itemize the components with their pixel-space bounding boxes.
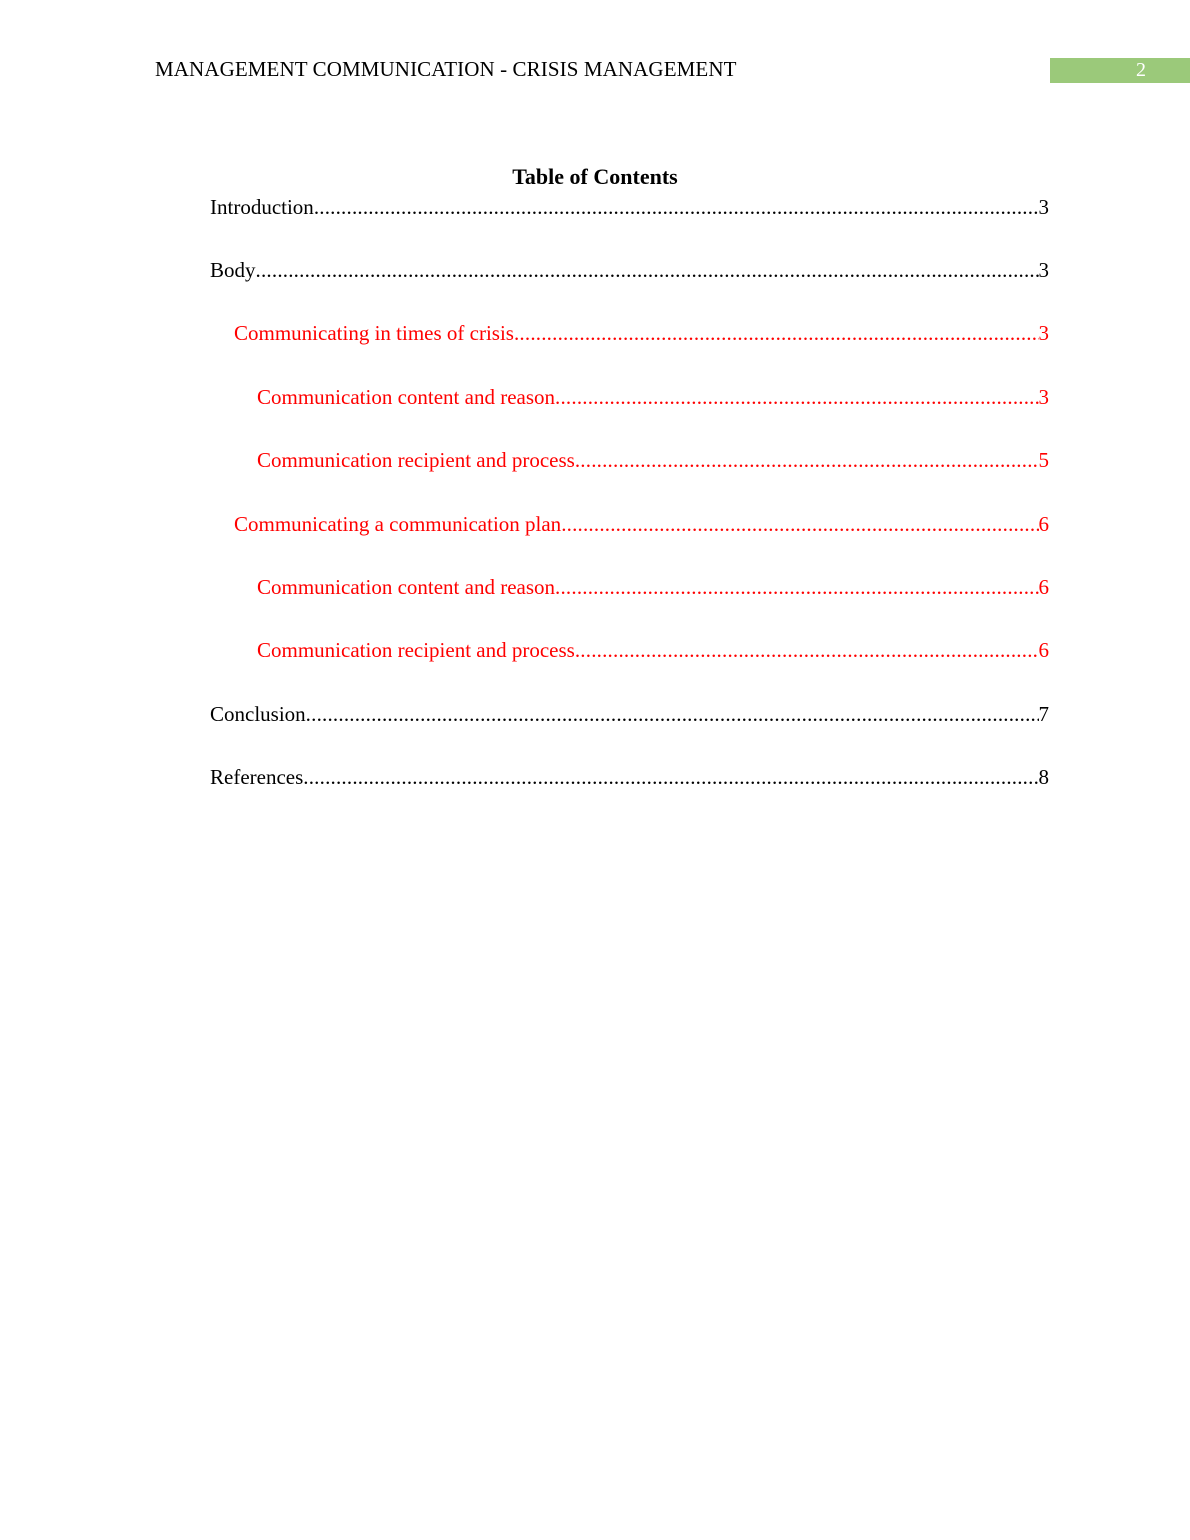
- toc-entry-page: 3: [1038, 258, 1049, 282]
- toc-entry-communication-content-and-reason-1[interactable]: [257, 384, 1049, 410]
- toc-entry-communicating-a-communication-plan[interactable]: [234, 511, 1049, 537]
- toc-entry-page: 3: [1038, 195, 1049, 219]
- toc-entry-page: 6: [1038, 575, 1049, 599]
- toc-entry-references[interactable]: [210, 764, 1049, 790]
- toc-entry-page: 6: [1038, 638, 1049, 662]
- toc-entry-communication-content-and-reason-2[interactable]: [257, 574, 1049, 600]
- toc-leader-dots: [306, 701, 1039, 727]
- toc-entry-label: Body: [210, 258, 256, 282]
- toc-entry-page: 7: [1038, 702, 1049, 726]
- toc-entry-page: 5: [1038, 448, 1049, 472]
- toc-entry-introduction[interactable]: [210, 194, 1049, 220]
- toc-entry-communication-recipient-and-process-1[interactable]: [257, 447, 1049, 473]
- toc-entry-page: 3: [1038, 385, 1049, 409]
- header-title: MANAGEMENT COMMUNICATION - CRISIS MANAGEMENT: [155, 57, 737, 81]
- toc-leader-dots: [303, 764, 1038, 790]
- toc-entry-label: Communication recipient and process: [257, 638, 575, 662]
- toc-leader-dots: [555, 384, 1038, 410]
- toc-entry-label: Introduction: [210, 195, 314, 219]
- toc-entry-label: Communication content and reason: [257, 575, 556, 599]
- page-number: 2: [1136, 59, 1146, 81]
- toc-entry-label: References: [210, 765, 304, 789]
- toc-entry-page: 6: [1038, 512, 1049, 536]
- toc-title: Table of Contents: [512, 164, 678, 189]
- toc-entry-page: 8: [1038, 765, 1049, 789]
- toc-entry-communicating-in-times-of-crisis[interactable]: [234, 320, 1049, 346]
- toc-leader-dots: [256, 257, 1039, 283]
- toc-leader-dots: [575, 637, 1039, 663]
- toc-leader-dots: [561, 511, 1038, 537]
- toc-leader-dots: [555, 574, 1038, 600]
- toc-entry-label: Communication recipient and process: [257, 448, 575, 472]
- toc-entry-communication-recipient-and-process-2[interactable]: [257, 637, 1049, 663]
- toc-entry-label: Communicating in times of crisis: [234, 321, 514, 345]
- toc-leader-dots: [575, 447, 1039, 473]
- toc-entry-label: Communicating a communication plan: [234, 512, 562, 536]
- toc-entry-label: Communication content and reason: [257, 385, 556, 409]
- toc-entry-conclusion[interactable]: [210, 701, 1049, 727]
- toc-entry-page: 3: [1038, 321, 1049, 345]
- toc-leader-dots: [314, 194, 1039, 220]
- toc-entry-label: Conclusion: [210, 702, 306, 726]
- toc-leader-dots: [514, 320, 1039, 346]
- page-number-box: [1050, 58, 1190, 83]
- toc-entry-body[interactable]: [210, 257, 1049, 283]
